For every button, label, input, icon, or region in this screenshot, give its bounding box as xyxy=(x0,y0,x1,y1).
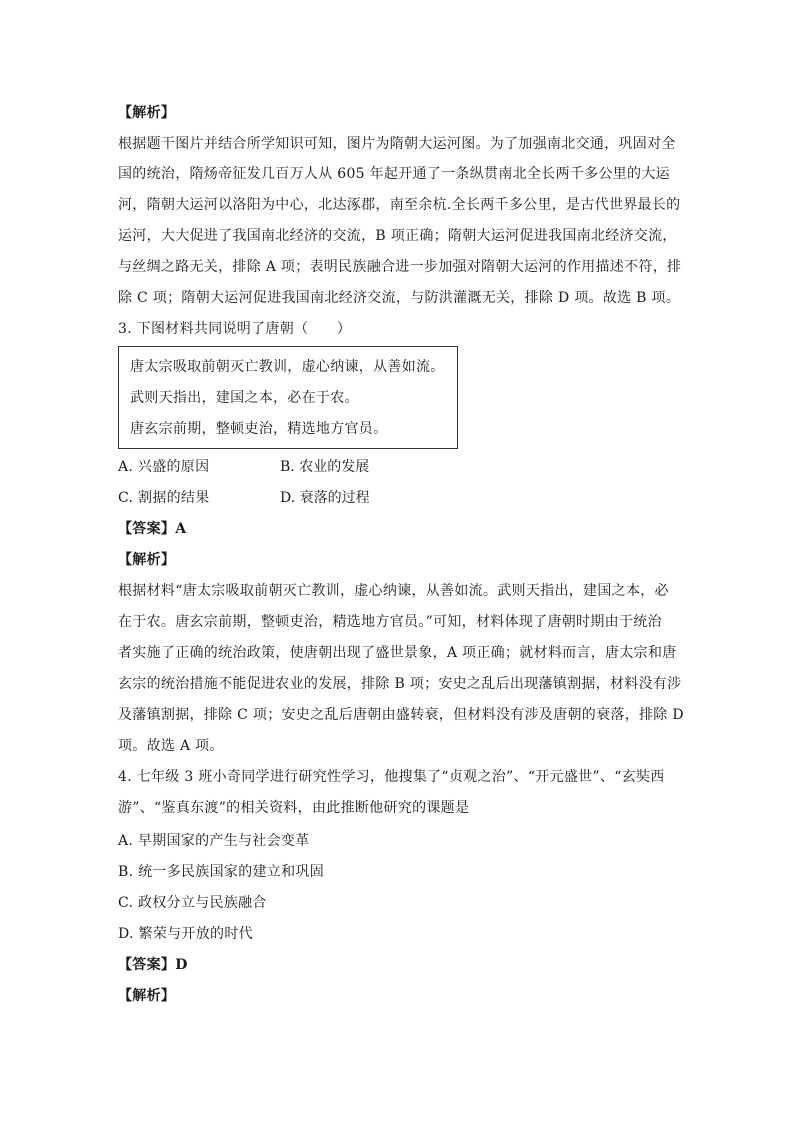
analysis-text-line: 除 C 项；隋朝大运河促进我国南北经济交流，与防洪灌溉无关，排除 D 项。故选 B 项。 xyxy=(118,290,681,306)
analysis-text-line: 玄宗的统治措施不能促进农业的发展，排除 B 项；安史之乱后出现藩镇割据，材料没有涉 xyxy=(118,676,682,692)
analysis-text-line: 在于农。唐玄宗前期，整顿吏治，精选地方官员。”可知，材料体现了唐朝时期由于统治 xyxy=(118,614,662,630)
option-c: C. 割据的结果 xyxy=(118,490,210,506)
question-4-stem: 游”、“鉴真东渡”的相关资料，由此推断他研究的课题是 xyxy=(118,800,470,816)
question-4-stem: 4. 七年级 3 班小奇同学进行研究性学习，他搜集了“贞观之治”、“开元盛世”、“玄奘西 xyxy=(118,769,665,785)
answer-q4: 【答案】D xyxy=(118,957,188,973)
option-d: D. 衰落的过程 xyxy=(280,490,370,506)
question-3-stem: 3. 下图材料共同说明了唐朝（ ） xyxy=(118,321,352,337)
material-quote-line: 唐玄宗前期，整顿吏治，精选地方官员。 xyxy=(130,421,388,437)
option-a: A. 早期国家的产生与社会变革 xyxy=(118,833,310,849)
analysis-text-line: 根据题干图片并结合所学知识可知，图片为隋朝大运河图。为了加强南北交通，巩固对全 xyxy=(118,136,676,152)
analysis-text-line: 及藩镇割据，排除 C 项；安史之乱后唐朝由盛转衰，但材料没有涉及唐朝的衰落，排除 D xyxy=(118,707,684,723)
analysis-text-line: 河，隋朝大运河以洛阳为中心，北达涿郡，南至余杭.全长两千多公里，是古代世界最长的 xyxy=(118,197,681,213)
analysis-text-line: 与丝绸之路无关，排除 A 项；表明民族融合进一步加强对隋朝大运河的作用描述不符，排 xyxy=(118,259,682,275)
option-c: C. 政权分立与民族融合 xyxy=(118,895,267,911)
option-b: B. 农业的发展 xyxy=(280,459,370,475)
analysis-text-line: 国的统治，隋炀帝征发几百万人从 605 年起开通了一条纵贯南北全长两千多公里的大运 xyxy=(118,166,670,182)
analysis-label-q2: 【解析】 xyxy=(118,105,176,121)
option-d: D. 繁荣与开放的时代 xyxy=(118,926,253,942)
analysis-text-line: 运河，大大促进了我国南北经济的交流，B 项正确；隋朝大运河促进我国南北经济交流， xyxy=(118,228,677,244)
material-quote-line: 武则天指出，建国之本，必在于农。 xyxy=(130,390,359,406)
option-a: A. 兴盛的原因 xyxy=(118,459,210,475)
analysis-text-line: 项。故选 A 项。 xyxy=(118,738,224,754)
analysis-label-q3: 【解析】 xyxy=(118,552,176,568)
answer-q3: 【答案】A xyxy=(118,521,187,537)
material-quote-box xyxy=(118,346,458,449)
material-quote-line: 唐太宗吸取前朝灭亡教训，虚心纳谏，从善如流。 xyxy=(130,359,445,375)
analysis-label-q4: 【解析】 xyxy=(118,988,176,1004)
option-b: B. 统一多民族国家的建立和巩固 xyxy=(118,864,324,880)
analysis-text-line: 者实施了正确的统治政策，使唐朝出现了盛世景象，A 项正确；就材料而言，唐太宗和唐 xyxy=(118,645,677,661)
analysis-text-line: 根据材料“唐太宗吸取前朝灭亡教训，虚心纳谏，从善如流。武则天指出，建国之本，必 xyxy=(118,583,669,599)
